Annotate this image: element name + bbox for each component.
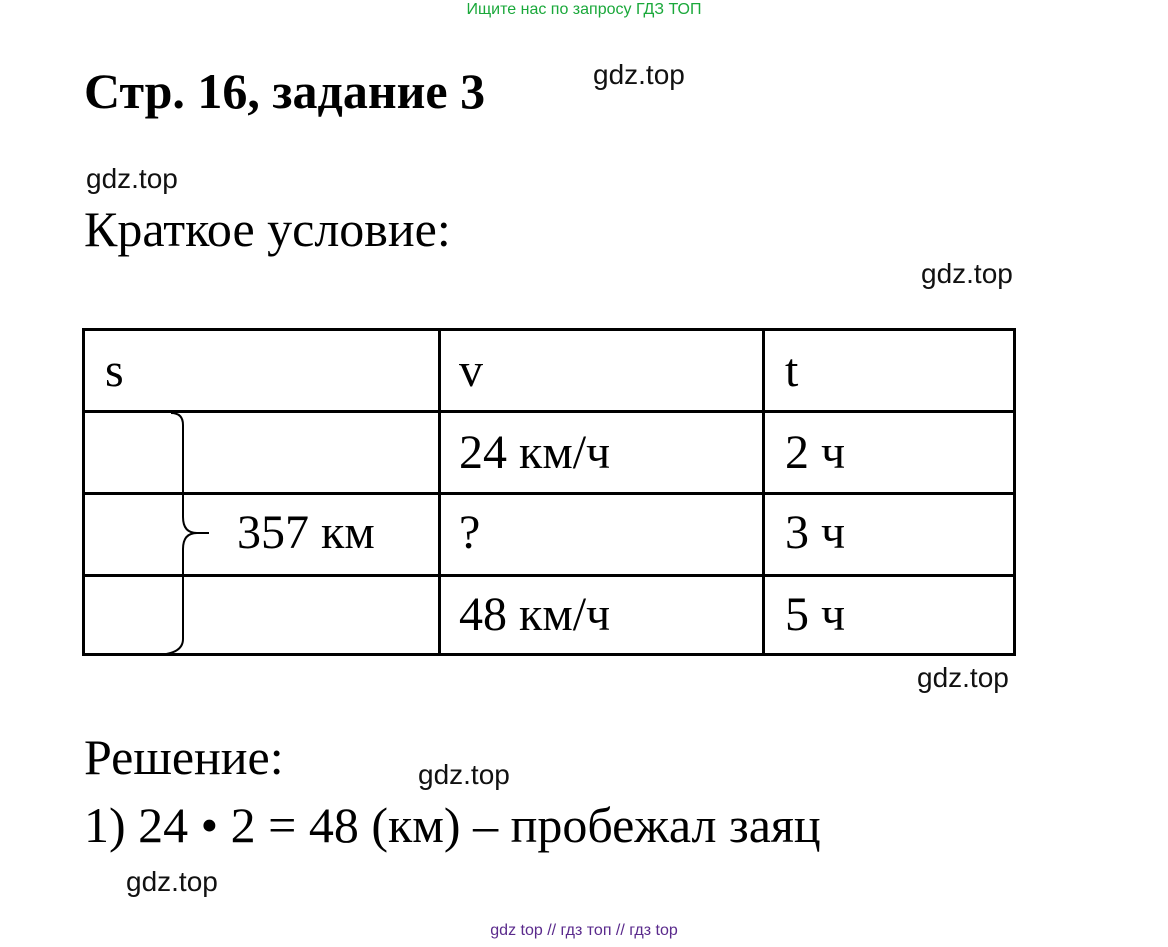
watermark: gdz.top — [418, 759, 510, 790]
solution-heading: Решение: — [84, 729, 284, 785]
curly-brace-icon — [149, 411, 219, 657]
page-title: Стр. 16, задание 3 — [84, 63, 486, 119]
row3-speed: 48 км/ч — [459, 588, 611, 641]
row3-time: 5 ч — [785, 588, 846, 641]
watermark: gdz.top — [917, 662, 1009, 693]
header-t: t — [785, 344, 799, 397]
row1-time: 2 ч — [785, 426, 846, 479]
footer-watermark: gdz top // гдз топ // гдз top — [490, 922, 678, 939]
table-column-divider — [762, 331, 765, 653]
watermark: gdz.top — [593, 59, 685, 90]
header-s: s — [105, 344, 124, 397]
row2-speed: ? — [459, 506, 481, 559]
watermark: gdz.top — [126, 866, 218, 897]
watermark: gdz.top — [86, 163, 178, 194]
table-row-divider — [85, 492, 1013, 495]
total-distance: 357 км — [237, 506, 375, 559]
solution-step-1: 1) 24 • 2 = 48 (км) – пробежал заяц — [84, 797, 821, 853]
condition-heading: Краткое условие: — [84, 201, 451, 257]
table-column-divider — [438, 331, 441, 653]
row1-speed: 24 км/ч — [459, 426, 611, 479]
header-v: v — [459, 344, 483, 397]
table-row-divider — [85, 574, 1013, 577]
search-banner: Ищите нас по запросу ГДЗ ТОП — [466, 1, 702, 18]
watermark: gdz.top — [921, 258, 1013, 289]
row2-time: 3 ч — [785, 506, 846, 559]
table-row-divider — [85, 410, 1013, 413]
condition-table — [82, 328, 1016, 656]
